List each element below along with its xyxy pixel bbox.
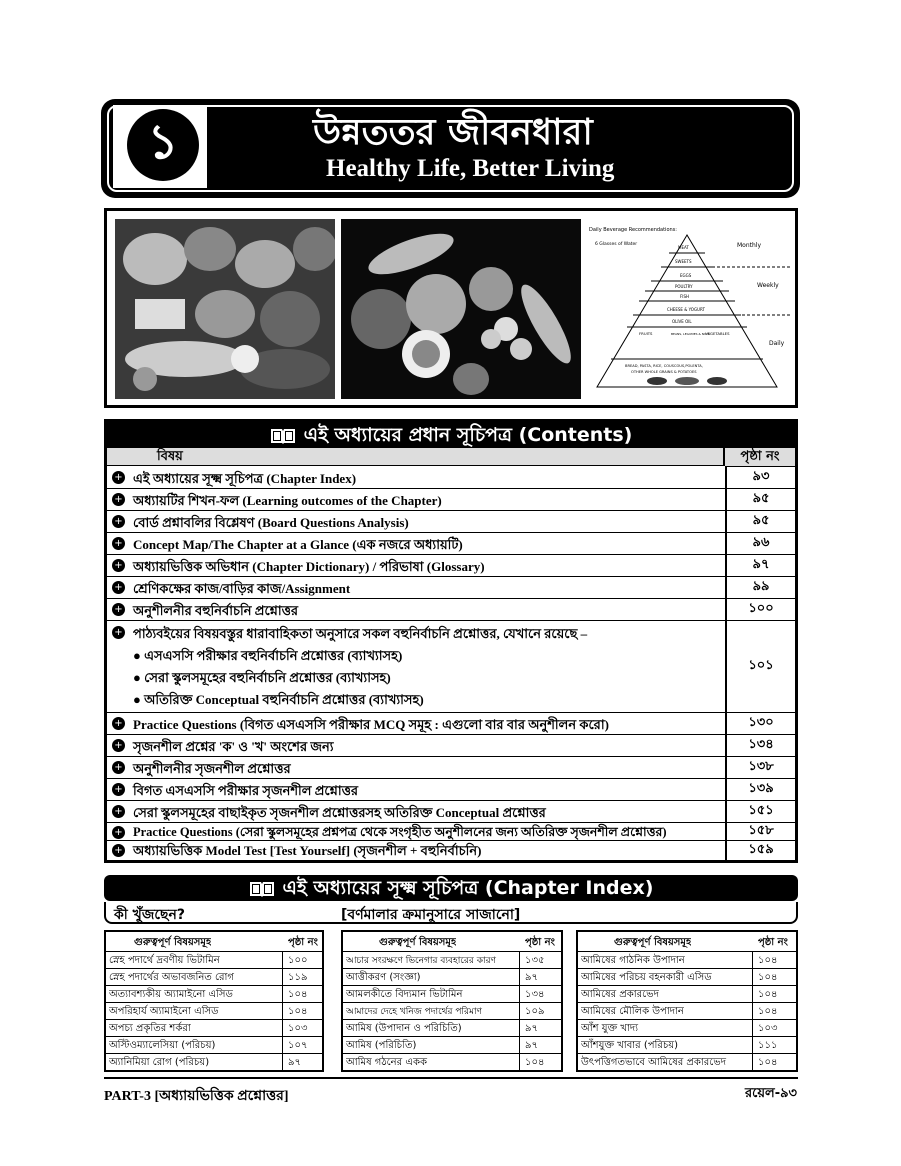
- contents-row-text: Concept Map/The Chapter at a Glance (এক নজরে অধ্যায়টি): [133, 537, 463, 552]
- contents-row[interactable]: [107, 713, 795, 735]
- contents-row[interactable]: [107, 735, 795, 757]
- index-topic: আঁশ যুক্ত খাদ্য: [581, 1023, 639, 1034]
- food-pyramid-image: [587, 219, 791, 399]
- book-icon: [270, 427, 296, 445]
- contents-row[interactable]: [107, 555, 795, 577]
- index-row[interactable]: [343, 1003, 561, 1020]
- pyramid-beans: BEANS, LEGUMES & NUTS: [671, 332, 710, 336]
- contents-row-text: অনুশীলনীর বহুনির্বাচনি প্রশ্নোত্তর: [133, 603, 299, 618]
- index-page: ১০৪: [758, 955, 778, 966]
- index-page: ১০৪: [758, 1057, 778, 1068]
- index-table-3: [576, 930, 798, 1072]
- contents-sub-item: ● এসএসসি পরীক্ষার বহুনির্বাচনি প্রশ্নোত্তর (ব্যাখ্যাসহ): [133, 648, 403, 663]
- contents-row-page: ১৩৮: [725, 757, 795, 778]
- bullet-icon: +: [112, 515, 125, 528]
- index-col-page: পৃষ্ঠা নং: [758, 937, 788, 948]
- bullet-icon: +: [112, 717, 125, 730]
- chapter-header: [101, 99, 800, 198]
- contents-col-page: পৃষ্ঠা নং: [725, 448, 795, 467]
- index-page: ১০০: [288, 955, 308, 966]
- index-topic: অপচ্য প্রকৃতির শর্করা: [109, 1023, 191, 1034]
- contents-row[interactable]: [107, 779, 795, 801]
- index-topic: আমিষের পরিচয় বহনকারী এসিড: [581, 972, 712, 983]
- pyramid-sweets: SWEETS: [675, 259, 692, 264]
- contents-sub-item: ● সেরা স্কুলসমূহের বহুনির্বাচনি প্রশ্নোত্তর (ব্যাখ্যাসহ): [133, 670, 391, 685]
- bullet-icon: +: [112, 783, 125, 796]
- index-col-topic: গুরুত্বপূর্ণ বিষয়সমূহ: [614, 937, 692, 948]
- pyramid-base-2: OTHER WHOLE GRAINS & POTATOES: [631, 370, 697, 374]
- contents-row-text: অধ্যায়ভিত্তিক অভিধান (Chapter Dictionary) / পরিভাষা (Glossary): [133, 559, 485, 574]
- contents-row[interactable]: [107, 533, 795, 555]
- contents-row[interactable]: [107, 577, 795, 599]
- contents-row-page: ৯৬: [725, 533, 795, 554]
- index-topic: অস্টিওম্যালেসিয়া (পরিচয়): [109, 1040, 216, 1051]
- index-title: এই অধ্যায়ের সূক্ষ্ম সূচিপত্র (Chapter Index): [282, 877, 654, 899]
- bullet-icon: +: [112, 626, 125, 639]
- index-row[interactable]: [106, 1003, 322, 1020]
- index-topic: আমিষ (পরিচিতি): [346, 1040, 417, 1051]
- index-topic: আচার সংরক্ষণে ভিনেগার ব্যবহারের কারণ: [346, 956, 496, 966]
- bullet-icon: +: [112, 805, 125, 818]
- index-row[interactable]: [343, 1054, 561, 1070]
- contents-row-page: ৯৭: [725, 555, 795, 576]
- pyramid-fruits: FRUITS: [639, 331, 653, 336]
- food-collage-image: [115, 219, 335, 399]
- index-table-header: [578, 932, 796, 952]
- index-page: ১৩৪: [525, 989, 545, 1000]
- index-page: ১১১: [758, 1040, 778, 1051]
- index-row[interactable]: [343, 969, 561, 986]
- index-row[interactable]: [343, 986, 561, 1003]
- pyramid-daily: Daily: [769, 340, 785, 347]
- contents-row-page: ১৩০: [725, 713, 795, 734]
- contents-row-text: বিগত এসএসসি পরীক্ষার সৃজনশীল প্রশ্নোত্তর: [133, 783, 359, 798]
- index-topic: আত্তীকরণ (সংজ্ঞা): [346, 972, 421, 983]
- index-note: [বর্ণমালার ক্রমানুসারে সাজানো]: [341, 907, 521, 923]
- chapter-number: ১: [127, 109, 199, 181]
- index-page: ১০৪: [525, 1057, 545, 1068]
- contents-row[interactable]: [107, 599, 795, 621]
- pyramid-subheading: 6 Glasses of Water: [595, 242, 638, 247]
- index-row[interactable]: [578, 986, 796, 1003]
- contents-row-text: এই অধ্যায়ের সূক্ষ্ম সূচিপত্র (Chapter Index): [133, 471, 357, 486]
- footer-divider: [104, 1077, 798, 1079]
- chapter-number-box: [113, 105, 207, 188]
- index-page: ১০৪: [758, 972, 778, 983]
- index-table-1: [104, 930, 324, 1072]
- contents-row[interactable]: [107, 841, 795, 860]
- contents-row-text: Practice Questions (বিগত এসএসসি পরীক্ষার MCQ সমূহ : এগুলো বার বার অনুশীলন করো): [133, 717, 609, 732]
- index-row[interactable]: [106, 1037, 322, 1054]
- index-page: ১০৪: [288, 989, 308, 1000]
- index-table-2: [341, 930, 563, 1072]
- contents-row-page: ১৩৯: [725, 779, 795, 800]
- pyramid-cheese: CHEESE & YOGURT: [667, 307, 705, 312]
- contents-row-page: ৯৫: [725, 511, 795, 532]
- pyramid-eggs: EGGS: [680, 273, 692, 278]
- chapter-title-bn: উন্নততর জীবনধারা: [313, 112, 593, 153]
- bullet-icon: +: [112, 761, 125, 774]
- index-topic: আমিষের প্রকারভেদ: [581, 989, 659, 1000]
- contents-row-page: ৯৫: [725, 489, 795, 510]
- index-topic: আঁশযুক্ত খাবার (পরিচয়): [581, 1040, 679, 1051]
- contents-row-page: ১৩৪: [725, 735, 795, 756]
- contents-row[interactable]: [107, 757, 795, 779]
- index-row[interactable]: [106, 1020, 322, 1037]
- contents-row-page: ১০১: [725, 621, 795, 712]
- contents-row-page: ১৫৮: [725, 823, 795, 840]
- bullet-icon: +: [112, 603, 125, 616]
- index-topic: অপরিহার্য অ্যামাইনো এসিড: [109, 1006, 219, 1017]
- index-row[interactable]: [106, 1054, 322, 1070]
- index-col-topic: গুরুত্বপূর্ণ বিষয়সমূহ: [134, 937, 212, 948]
- image-strip: [104, 208, 798, 408]
- footer-page-number: রয়েল-৯৩: [744, 1086, 797, 1101]
- index-page: ১০৪: [288, 1006, 308, 1017]
- index-row[interactable]: [578, 1037, 796, 1054]
- index-page: ১০৪: [758, 1006, 778, 1017]
- index-row[interactable]: [106, 952, 322, 969]
- contents-row-page: ১৫৯: [725, 841, 795, 860]
- contents-row-text: অধ্যায়টির শিখন-ফল (Learning outcomes of the Chapter): [133, 493, 442, 508]
- index-col-page: পৃষ্ঠা নং: [288, 937, 318, 948]
- pyramid-monthly: Monthly: [737, 242, 762, 249]
- pyramid-heading: Daily Beverage Recommendations:: [589, 227, 677, 233]
- index-topic: আমলকীতে বিদ্যমান ভিটামিন: [346, 989, 463, 1000]
- index-row[interactable]: [343, 952, 561, 969]
- index-topic: স্নেহ পদার্থে দ্রবণীয় ভিটামিন: [109, 955, 220, 966]
- contents-row[interactable]: [107, 801, 795, 823]
- index-topic: আমিষের গাঠনিক উপাদান: [581, 955, 685, 966]
- index-topic: আমিষ (উপাদান ও পরিচিতি): [346, 1023, 462, 1034]
- bullet-icon: +: [112, 739, 125, 752]
- index-row[interactable]: [106, 986, 322, 1003]
- contents-row-text: সৃজনশীল প্রশ্নের 'ক' ও 'খ' অংশের জন্য: [133, 739, 334, 754]
- contents-col-subject: বিষয়: [107, 448, 725, 466]
- index-page: ১০৭: [288, 1040, 308, 1051]
- contents-row-text: পাঠ্যবইয়ের বিষয়বস্তুর ধারাবাহিকতা অনুসারে সকল বহুনির্বাচনি প্রশ্নোত্তর, যেখানে রয়েছে –: [133, 626, 588, 641]
- contents-row-text: অধ্যায়ভিত্তিক Model Test [Test Yourself] (সৃজনশীল + বহুনির্বাচনি): [133, 843, 482, 858]
- index-header: [104, 875, 798, 901]
- index-row[interactable]: [578, 969, 796, 986]
- index-topic: উৎপত্তিগতভাবে আমিষের প্রকারভেদ: [581, 1057, 726, 1068]
- index-topic: আমাদের দেহে খনিজ পদার্থের পরিমাণ: [346, 1007, 483, 1017]
- bullet-icon: +: [112, 844, 125, 857]
- index-lookfor-bar: [104, 902, 798, 924]
- contents-row-page: ১৫১: [725, 801, 795, 822]
- pyramid-vegetables: VEGETABLES: [705, 331, 730, 336]
- index-row[interactable]: [578, 1054, 796, 1070]
- pyramid-poultry: POULTRY: [675, 284, 693, 289]
- contents-row[interactable]: [107, 489, 795, 511]
- contents-row-text: অনুশীলনীর সৃজনশীল প্রশ্নোত্তর: [133, 761, 291, 776]
- index-page: ১০৩: [758, 1023, 778, 1034]
- chapter-title-en: Healthy Life, Better Living: [326, 155, 615, 182]
- contents-row-page: ৯৩: [725, 467, 795, 488]
- bullet-icon: +: [112, 581, 125, 594]
- contents-header: [107, 422, 795, 448]
- contents-row-text: শ্রেণিকক্ষের কাজ/বাড়ির কাজ/Assignment: [133, 581, 351, 596]
- index-topic: আমিষ গঠনের একক: [346, 1057, 427, 1068]
- index-question: কী খুঁজছেন?: [114, 907, 185, 923]
- contents-row-page: ৯৯: [725, 577, 795, 598]
- pyramid-fish: FISH: [680, 294, 690, 299]
- index-topic: আমিষের মৌলিক উপাদান: [581, 1006, 684, 1017]
- index-page: ১০৩: [288, 1023, 308, 1034]
- index-page: ৯৭: [288, 1057, 301, 1068]
- index-page: ১০৯: [525, 1006, 545, 1017]
- index-page: ৯৭: [525, 972, 538, 983]
- index-table-header: [343, 932, 561, 952]
- footer-part-label: PART-3 [অধ্যায়ভিত্তিক প্রশ্নোত্তর]: [104, 1089, 289, 1104]
- index-topic: অ্যানিমিয়া রোগ (পরিচয়): [109, 1057, 210, 1068]
- bullet-icon: +: [112, 493, 125, 506]
- contents-row-text: বোর্ড প্রশ্নাবলির বিশ্লেষণ (Board Questions Analysis): [133, 515, 409, 530]
- index-page: ১০৪: [758, 989, 778, 1000]
- contents-row-text: সেরা স্কুলসমূহের বাছাইকৃত সৃজনশীল প্রশ্নোত্তরসহ অতিরিক্ত Conceptual প্রশ্নোত্তর: [133, 805, 546, 820]
- index-row[interactable]: [343, 1020, 561, 1037]
- index-col-topic: গুরুত্বপূর্ণ বিষয়সমূহ: [379, 937, 457, 948]
- index-col-page: পৃষ্ঠা নং: [525, 937, 555, 948]
- bullet-icon: +: [112, 826, 125, 839]
- index-row[interactable]: [578, 1020, 796, 1037]
- contents-row-mcq[interactable]: [107, 621, 795, 713]
- fruits-vegetables-image: [341, 219, 581, 399]
- index-row[interactable]: [578, 952, 796, 969]
- index-page: ১৩৫: [525, 955, 545, 966]
- index-row[interactable]: [343, 1037, 561, 1054]
- contents-row[interactable]: [107, 511, 795, 533]
- index-topic: অত্যাবশ্যকীয় অ্যামাইনো এসিড: [109, 989, 233, 1000]
- contents-row-text: Practice Questions (সেরা স্কুলসমূহের প্রশ্নপত্র থেকে সংগৃহীত অনুশীলনের জন্য অতিরিক্ত সৃজনশীল প্রশ্নোত্তর): [133, 825, 667, 839]
- index-page: ১১৯: [288, 972, 308, 983]
- index-table-header: [106, 932, 322, 952]
- index-topic: স্নেহ পদার্থের অভাবজনিত রোগ: [109, 972, 234, 983]
- pyramid-meat: MEAT: [678, 245, 689, 250]
- pyramid-olive: OLIVE OIL: [672, 319, 692, 324]
- bullet-icon: +: [112, 471, 125, 484]
- contents-sub-item: ● অতিরিক্ত Conceptual বহুনির্বাচনি প্রশ্নোত্তর (ব্যাখ্যাসহ): [133, 692, 424, 707]
- contents-table: [104, 419, 798, 863]
- index-page: ৯৭: [525, 1023, 538, 1034]
- index-row[interactable]: [106, 969, 322, 986]
- bullet-icon: +: [112, 559, 125, 572]
- book-icon: [249, 880, 275, 898]
- pyramid-weekly: Weekly: [757, 282, 779, 289]
- pyramid-base-1: BREAD, PASTA, RICE, COUSCOUS,POLENTA,: [625, 364, 703, 368]
- index-page: ৯৭: [525, 1040, 538, 1051]
- contents-title: এই অধ্যায়ের প্রধান সূচিপত্র (Contents): [303, 424, 633, 446]
- contents-row[interactable]: [107, 467, 795, 489]
- contents-row-page: ১০০: [725, 599, 795, 620]
- bullet-icon: +: [112, 537, 125, 550]
- index-row[interactable]: [578, 1003, 796, 1020]
- contents-row[interactable]: [107, 823, 795, 841]
